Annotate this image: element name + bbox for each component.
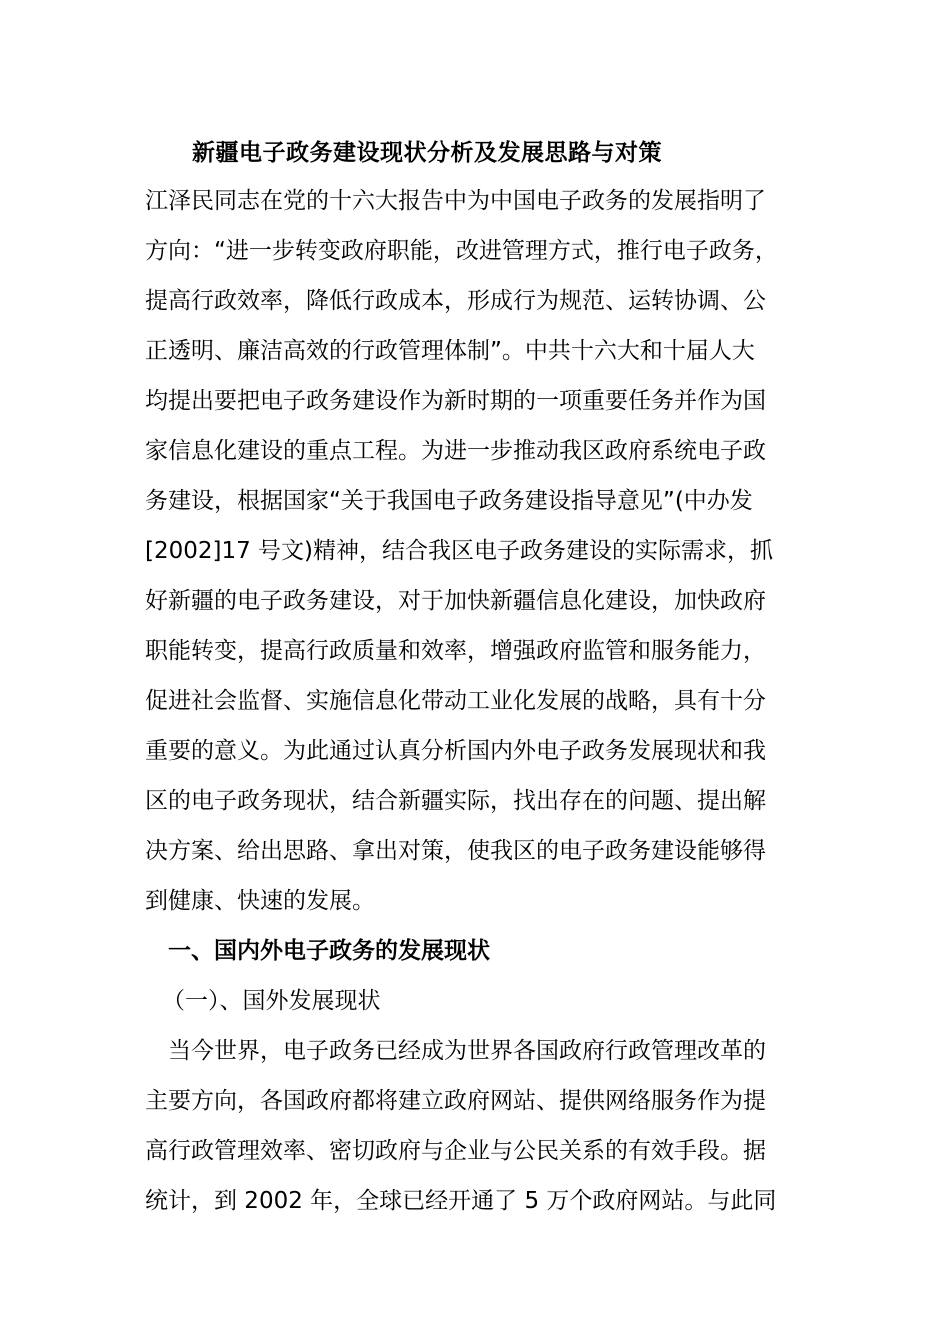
paragraph-line: 促进社会监督、实施信息化带动工业化发展的战略，具有十分	[145, 688, 766, 714]
paragraph-line: 决方案、给出思路、拿出对策，使我区的电子政务建设能够得	[145, 838, 766, 864]
paragraph-line: 正透明、廉洁高效的行政管理体制”。中共十六大和十届人大	[145, 338, 755, 364]
paragraph-line: 家信息化建设的重点工程。为进一步推动我区政府系统电子政	[145, 438, 766, 464]
paragraph-line: 方向：“进一步转变政府职能，改进管理方式，推行电子政务，	[145, 238, 778, 264]
paragraph-line: 好新疆的电子政务建设，对于加快新疆信息化建设，加快政府	[145, 588, 766, 614]
paragraph-line: 务建设，根据国家“关于我国电子政务建设指导意见”(中办发	[145, 488, 753, 514]
paragraph-line: 区的电子政务现状，结合新疆实际，找出存在的问题、提出解	[145, 788, 766, 814]
paragraph-line: 到健康、快速的发展。	[145, 888, 375, 914]
subsection-heading: （一）、国外发展现状	[162, 988, 381, 1014]
paragraph-line: 均提出要把电子政务建设作为新时期的一项重要任务并作为国	[145, 388, 766, 414]
document-title: 新疆电子政务建设现状分析及发展思路与对策	[192, 140, 662, 166]
paragraph-line: 高行政管理效率、密切政府与企业与公民关系的有效手段。据	[145, 1138, 766, 1164]
paragraph-line: 当今世界，电子政务已经成为世界各国政府行政管理改革的	[168, 1038, 766, 1064]
paragraph-line: 主要方向，各国政府都将建立政府网站、提供网络服务作为提	[145, 1088, 766, 1114]
paragraph-line: 统计，到 2002 年，全球已经开通了 5 万个政府网站。与此同	[145, 1188, 777, 1214]
paragraph-line: 职能转变，提高行政质量和效率，增强政府监管和服务能力，	[145, 638, 766, 664]
section-heading: 一、国内外电子政务的发展现状	[168, 938, 490, 964]
paragraph-line: 重要的意义。为此通过认真分析国内外电子政务发展现状和我	[145, 738, 766, 764]
paragraph-line: 提高行政效率，降低行政成本，形成行为规范、运转协调、公	[145, 288, 766, 314]
paragraph-line: [2002]17 号文)精神，结合我区电子政务建设的实际需求，抓	[145, 538, 774, 564]
paragraph-line: 江泽民同志在党的十六大报告中为中国电子政务的发展指明了	[145, 188, 766, 214]
